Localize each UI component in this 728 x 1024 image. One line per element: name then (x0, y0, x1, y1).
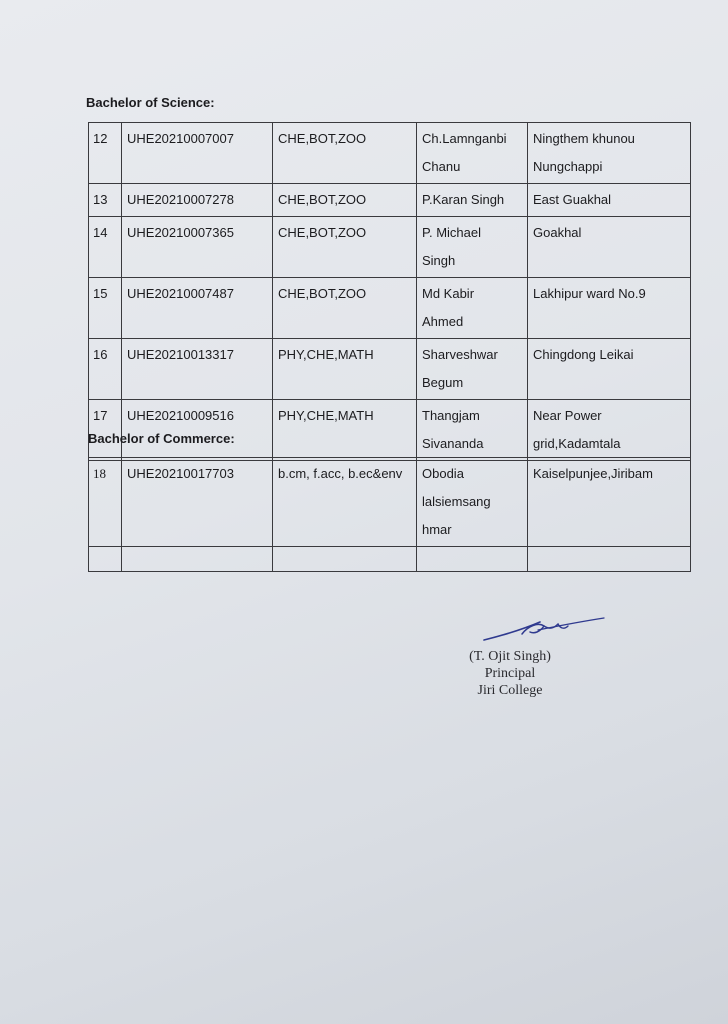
roll-number-cell: UHE20210007365 (122, 217, 273, 278)
serial-number-cell: 13 (89, 184, 122, 217)
subjects-cell: CHE,BOT,ZOO (273, 278, 417, 339)
signatory-block (450, 648, 570, 699)
table-row (89, 184, 691, 217)
student-name-line: Singh (422, 253, 456, 268)
student-name-line: Chanu (422, 159, 461, 174)
address-cell (528, 278, 691, 339)
subjects-cell: PHY,CHE,MATH (273, 339, 417, 400)
signatory-institution: Jiri College (477, 683, 543, 698)
table-row (89, 278, 691, 339)
serial-number-cell: 17 (89, 400, 122, 461)
science-table (88, 122, 691, 461)
address-line: grid,Kadamtala (533, 436, 621, 451)
address-line: Ningthem khunou (533, 131, 635, 146)
address-cell (528, 400, 691, 461)
empty-cell (273, 547, 417, 572)
address-line: Lakhipur ward No.9 (533, 286, 646, 301)
student-name-cell (417, 458, 528, 547)
serial-number-cell: 12 (89, 123, 122, 184)
subjects-cell: CHE,BOT,ZOO (273, 217, 417, 278)
signature (478, 612, 608, 648)
student-name-line: hmar (422, 522, 452, 537)
roll-number-cell: UHE20210007007 (122, 123, 273, 184)
serial-number-cell: 18 (89, 458, 122, 547)
subjects-cell: b.cm, f.acc, b.ec&env (273, 458, 417, 547)
signatory-name: (T. Ojit Singh) (469, 649, 551, 664)
student-name-cell (417, 400, 528, 461)
serial-number-cell: 14 (89, 217, 122, 278)
subjects-cell: CHE,BOT,ZOO (273, 184, 417, 217)
table-row (89, 123, 691, 184)
serial-number-cell: 15 (89, 278, 122, 339)
subjects-cell: PHY,CHE,MATH (273, 400, 417, 461)
roll-number-cell: UHE20210017703 (122, 458, 273, 547)
address-line: Chingdong Leikai (533, 347, 634, 362)
empty-cell (528, 547, 691, 572)
subjects-cell: CHE,BOT,ZOO (273, 123, 417, 184)
address-line: Goakhal (533, 225, 582, 240)
signatory-designation: Principal (484, 666, 536, 681)
student-name-line: lalsiemsang (422, 494, 491, 509)
roll-number-cell: UHE20210013317 (122, 339, 273, 400)
student-name-line: Obodia (422, 466, 464, 481)
address-cell (528, 184, 691, 217)
commerce-table-body (89, 458, 691, 572)
roll-number-cell: UHE20210009516 (122, 400, 273, 461)
student-name-line: Sivananda (422, 436, 484, 451)
empty-cell (89, 547, 122, 572)
student-name-line: P. Michael (422, 225, 482, 240)
table-row (89, 339, 691, 400)
roll-number-cell: UHE20210007278 (122, 184, 273, 217)
student-name-cell (417, 339, 528, 400)
table-row (89, 217, 691, 278)
commerce-table (88, 457, 691, 572)
address-cell (528, 458, 691, 547)
address-line: Nungchappi (533, 159, 603, 174)
empty-table-row (89, 547, 691, 572)
roll-number-cell: UHE20210007487 (122, 278, 273, 339)
address-line: Near Power (533, 408, 602, 423)
student-name-line: Begum (422, 375, 464, 390)
table-row (89, 458, 691, 547)
science-heading: Bachelor of Science: (86, 95, 215, 110)
student-name-line: Md Kabir (422, 286, 475, 301)
student-name-line: Sharveshwar (422, 347, 498, 362)
empty-cell (122, 547, 273, 572)
student-name-cell (417, 278, 528, 339)
address-line: Kaiselpunjee,Jiribam (533, 466, 653, 481)
address-cell (528, 217, 691, 278)
student-name-cell (417, 184, 528, 217)
empty-cell (417, 547, 528, 572)
serial-number-cell: 16 (89, 339, 122, 400)
address-line: East Guakhal (533, 192, 612, 207)
address-cell (528, 339, 691, 400)
address-cell (528, 123, 691, 184)
student-name-line: Ch.Lamnganbi (422, 131, 507, 146)
table-row (89, 400, 691, 461)
commerce-heading: Bachelor of Commerce: (88, 431, 235, 446)
science-table-body (89, 123, 691, 461)
student-name-line: P.Karan Singh (422, 192, 505, 207)
student-name-line: Thangjam (422, 408, 480, 423)
student-name-cell (417, 123, 528, 184)
student-name-cell (417, 217, 528, 278)
student-name-line: Ahmed (422, 314, 464, 329)
